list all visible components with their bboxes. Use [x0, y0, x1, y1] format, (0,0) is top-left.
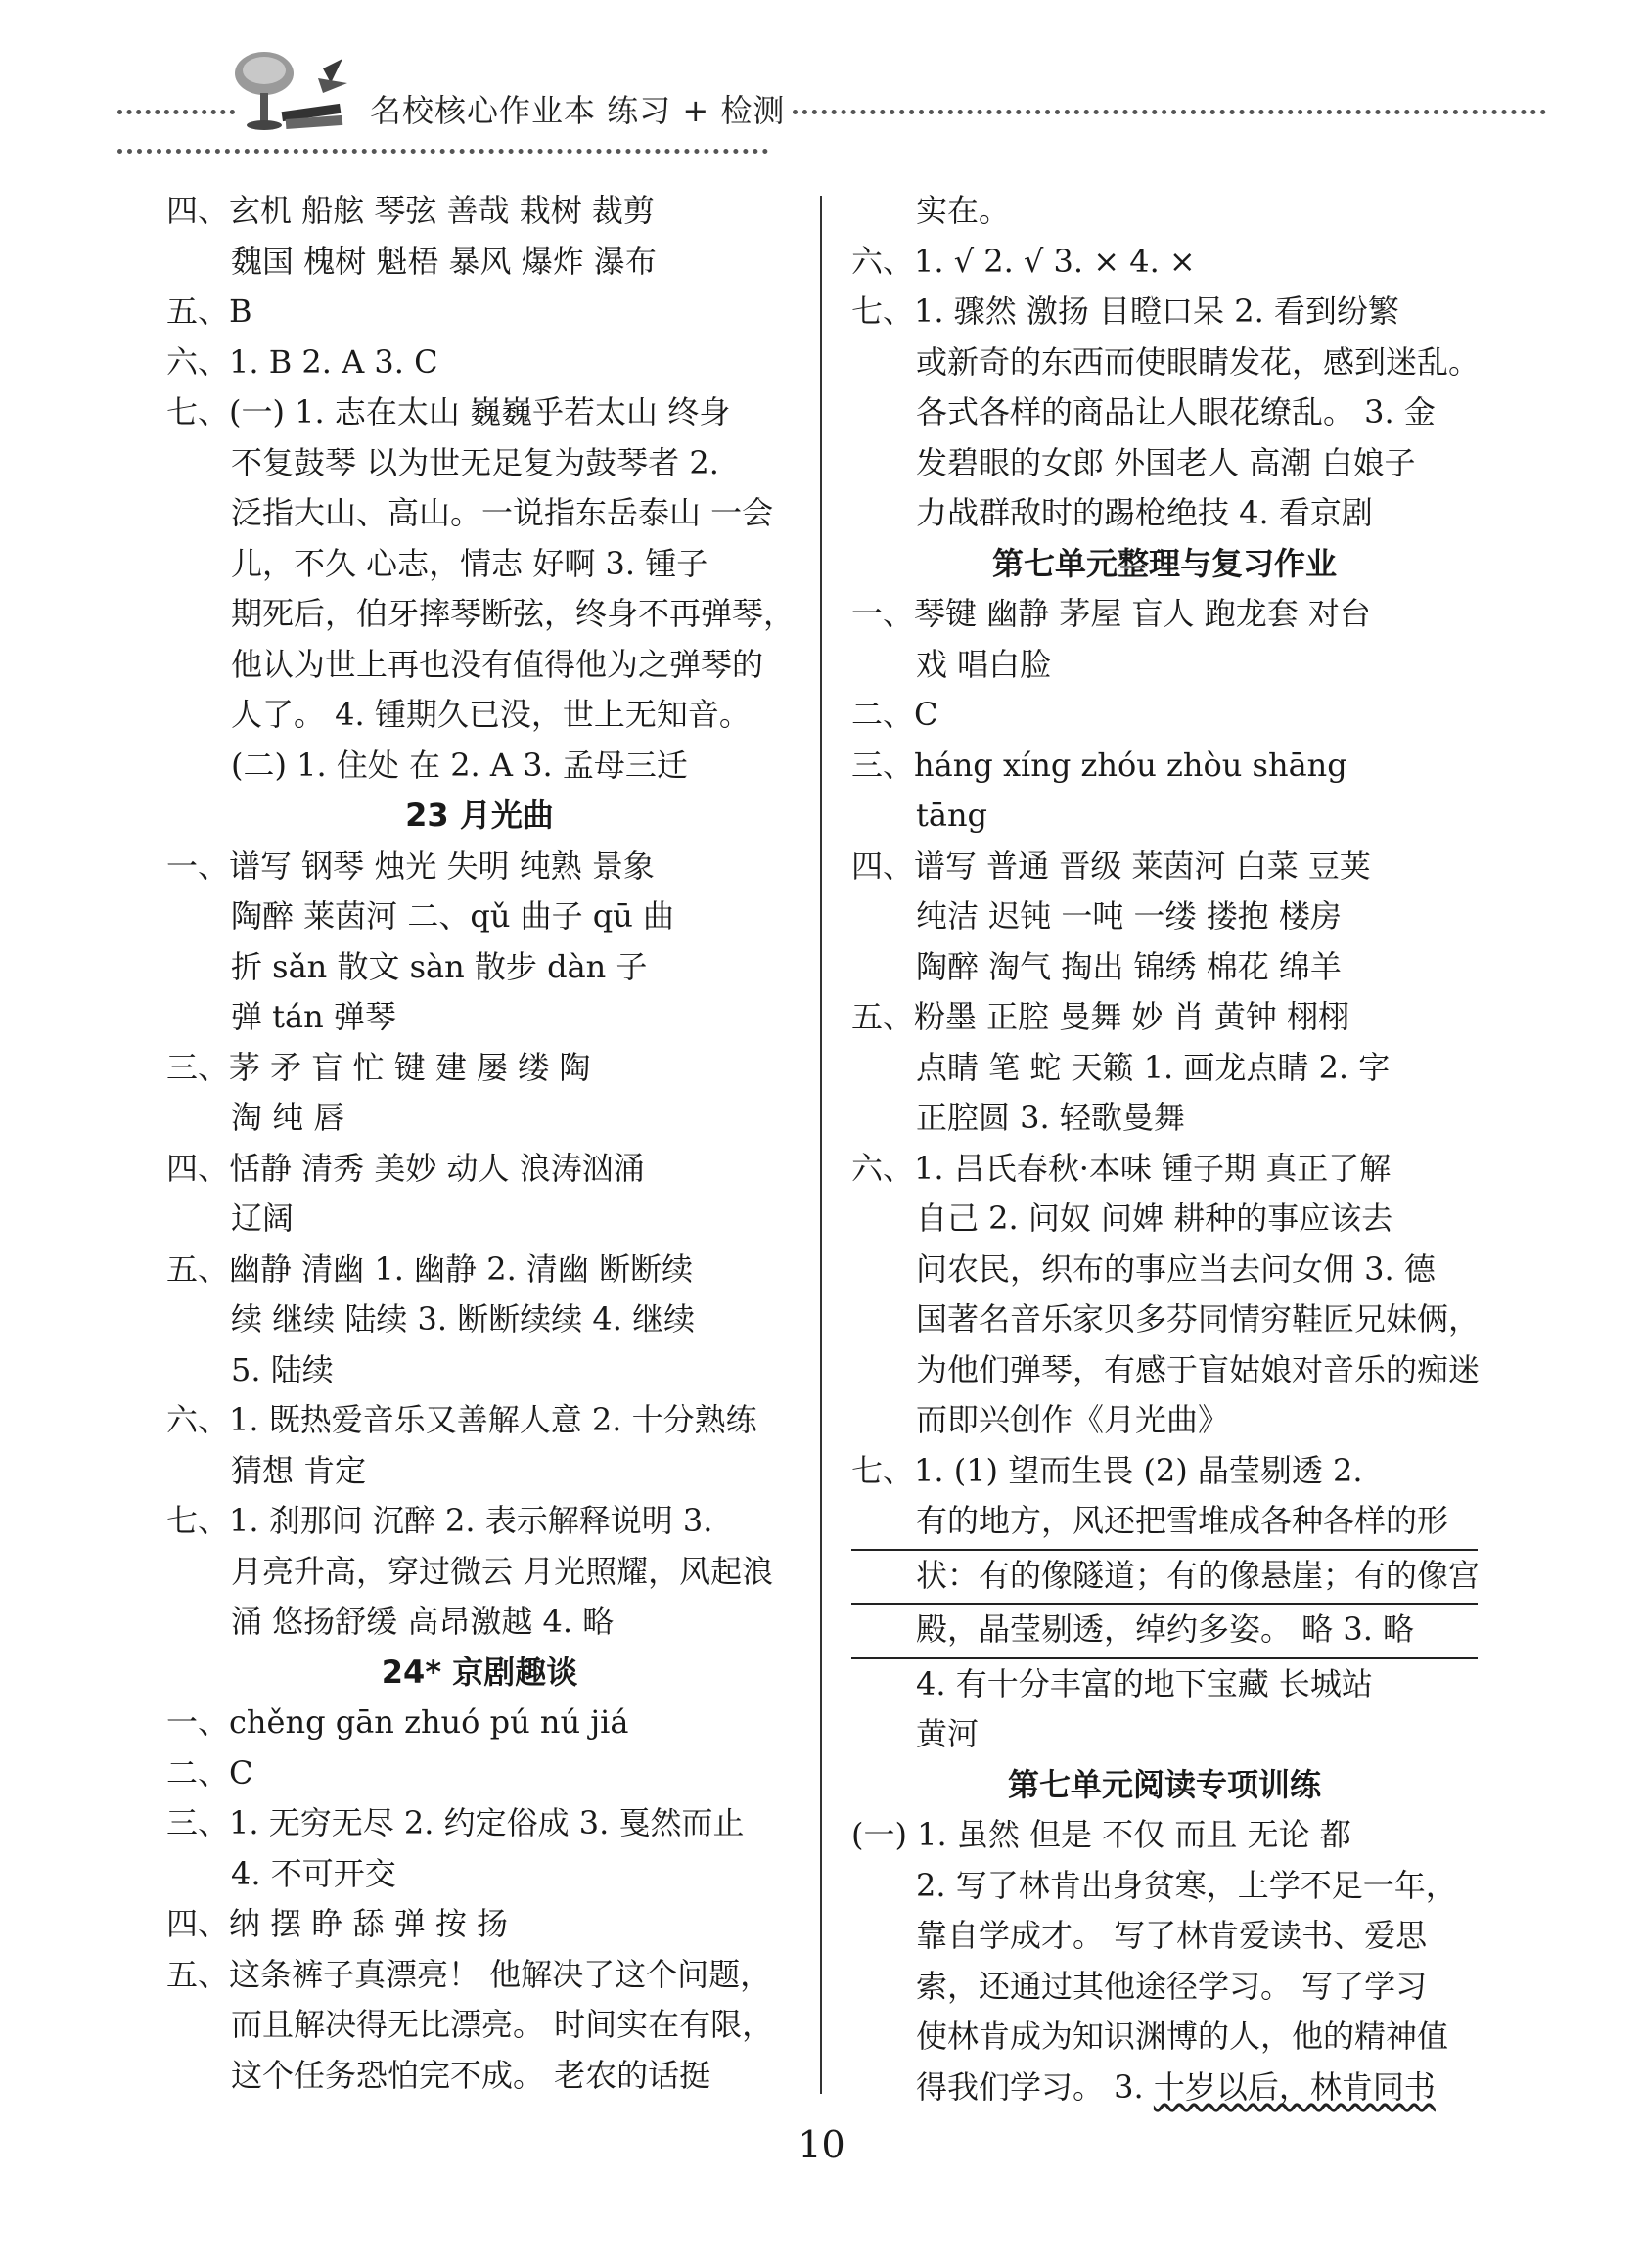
answer-line: 六、1. 吕氏春秋·本味 锺子期 真正了解 [851, 1149, 1392, 1187]
answer-line: 二、C [851, 696, 938, 733]
answer-line: 七、1. 骤然 激扬 目瞪口呆 2. 看到纷繁 [851, 293, 1399, 330]
answer-line: 使林肯成为知识渊博的人，他的精神值 [916, 2018, 1449, 2055]
answer-line: 期死后，伯牙摔琴断弦，终身不再弹琴， [231, 595, 796, 632]
answer-line: 陶醉 莱茵河 二、qǔ 曲子 qū 曲 [231, 897, 675, 934]
answer-line: 5. 陆续 [231, 1350, 334, 1388]
answer-line: 这个任务恐怕完不成。 老农的话挺 [231, 2056, 711, 2094]
answer-line: 涌 悠扬舒缓 高昂激越 4. 略 [231, 1603, 615, 1640]
answer-line: 不复鼓琴 以为世无足复为鼓琴者 2. [231, 443, 719, 481]
answer-line: 问农民，织布的事应当去问女佣 3. 德 [916, 1249, 1436, 1288]
answer-line: 辽阔 [231, 1200, 295, 1237]
answer-line: 四、玄机 船舷 琴弦 善哉 栽树 裁剪 [166, 192, 655, 229]
answer-line: 三、茅 矛 盲 忙 键 建 屡 缕 陶 [166, 1048, 591, 1086]
answer-line: 国著名音乐家贝多芬同情穷鞋匠兄妹俩， [916, 1300, 1481, 1338]
answer-line: (一) 1. 虽然 但是 不仅 而且 无论 都 [851, 1816, 1351, 1853]
answer-line: 有的地方，风还把雪堆成各种各样的形 [851, 1496, 1478, 1551]
answer-line: 正腔圆 3. 轻歌曼舞 [916, 1099, 1185, 1136]
answer-line: 弹 tán 弹琴 [231, 998, 396, 1035]
answer-line: 或新奇的东西而使眼睛发花，感到迷乱。 [916, 342, 1481, 381]
section-heading: 23 月光曲 [405, 796, 554, 834]
answer-line: 自己 2. 问奴 问婢 耕种的事应该去 [916, 1200, 1393, 1237]
answer-line: 儿，不久 心志，情志 好啊 3. 锺子 [231, 544, 708, 582]
answer-line: 魏国 槐树 魁梧 暴风 爆炸 瀑布 [231, 242, 657, 280]
answer-line: 发碧眼的女郎 外国老人 高潮 白娘子 [916, 443, 1416, 481]
lamp-books-icon [225, 39, 352, 147]
answer-line: 人了。 4. 锺期久已没，世上无知音。 [231, 696, 751, 733]
answer-line: 2. 写了林肯出身贫寒，上学不足一年， [916, 1866, 1457, 1904]
answer-line: 他认为世上再也没有值得他为之弹琴的 [231, 645, 764, 683]
answer-line: 月亮升高，穿过微云 月光照耀，风起浪 [231, 1552, 774, 1590]
answer-line: 折 sǎn 散文 sàn 散步 dàn 子 [231, 947, 648, 985]
answer-line: 陶醉 淘气 掏出 锦绣 棉花 绵羊 [916, 947, 1342, 985]
header-title: 名校核心作业本 练习 + 检测 [370, 92, 786, 129]
answer-line: 六、1. √ 2. √ 3. × 4. × [851, 242, 1196, 280]
answer-line: 为他们弹琴，有感于盲姑娘对音乐的痴迷 [916, 1350, 1481, 1388]
answer-line: 靠自学成才。 写了林肯爱读书、爱思 [916, 1917, 1428, 1954]
answer-line: 得我们学习。 3. 十岁以后，林肯同书 [916, 2067, 1436, 2106]
answer-line: 五、粉墨 正腔 曼舞 妙 肖 黄钟 栩栩 [851, 998, 1350, 1035]
answer-line: 纯洁 迟钝 一吨 一缕 搂抱 楼房 [916, 897, 1342, 934]
answer-line: 而即兴创作《月光曲》 [916, 1401, 1230, 1438]
wavy-underlined-text: 十岁以后，林肯同书 [1153, 2067, 1436, 2106]
answer-line: 索，还通过其他途径学习。 写了学习 [916, 1967, 1428, 2005]
answer-line: 实在。 [916, 192, 1011, 229]
answer-line: 黄河 [916, 1715, 980, 1752]
answer-line: 4. 不可开交 [231, 1854, 396, 1892]
answer-line: 五、B [166, 293, 252, 330]
answer-line: 殿，晶莹剔透，绰约多姿。 略 3. 略 [851, 1605, 1478, 1659]
answer-line: 五、这条裤子真漂亮！ 他解决了这个问题， [166, 1955, 772, 1993]
page-header [117, 39, 1546, 166]
answer-line: 状：有的像隧道；有的像悬崖；有的像宫 [851, 1551, 1478, 1606]
answer-line: 七、1. (1) 望而生畏 (2) 晶莹剔透 2. [851, 1451, 1363, 1489]
answer-line: 六、1. B 2. A 3. C [166, 342, 438, 381]
answer-line: 四、纳 摆 睁 舔 弹 按 扬 [166, 1905, 509, 1942]
answer-line: 六、1. 既热爱音乐又善解人意 2. 十分熟练 [166, 1401, 757, 1438]
answer-line: 五、幽静 清幽 1. 幽静 2. 清幽 断断续 [166, 1249, 694, 1288]
answer-line: 四、谱写 普通 晋级 莱茵河 白菜 豆荚 [851, 846, 1371, 885]
answer-line: 四、恬静 清秀 美妙 动人 浪涛汹涌 [166, 1149, 645, 1187]
column-divider [820, 196, 822, 2094]
header-dotted-rule-under [117, 149, 768, 154]
section-heading: 第七单元阅读专项训练 [1007, 1765, 1321, 1803]
answer-line: 4. 有十分丰富的地下宝藏 长城站 [916, 1664, 1373, 1702]
header-dotted-rule-left [117, 110, 235, 114]
answer-line: 三、háng xíng zhóu zhòu shāng [851, 746, 1347, 784]
answer-line: 戏 唱白脸 [916, 645, 1052, 683]
answer-line: tāng [916, 796, 988, 834]
answer-line: 各式各样的商品让人眼花缭乱。 3. 金 [916, 393, 1436, 431]
answer-line: 猜想 肯定 [231, 1451, 367, 1489]
answer-line: 七、(一) 1. 志在太山 巍巍乎若太山 终身 [166, 393, 731, 431]
header-dotted-rule-right [793, 110, 1546, 114]
left-column [166, 186, 796, 2101]
answer-line: 而且解决得无比漂亮。 时间实在有限， [231, 2006, 774, 2043]
answer-line: 一、谱写 钢琴 烛光 失明 纯熟 景象 [166, 846, 655, 885]
page-number: 10 [798, 2123, 845, 2166]
answer-line: 二、C [166, 1753, 253, 1792]
answer-line: 一、chěng gān zhuó pú nú jiá [166, 1703, 629, 1741]
answer-line: 点睛 笔 蛇 天籁 1. 画龙点睛 2. 字 [916, 1048, 1391, 1086]
answer-line: 一、琴键 幽静 茅屋 盲人 跑龙套 对台 [851, 595, 1371, 632]
section-heading: 第七单元整理与复习作业 [991, 544, 1337, 582]
section-heading: 24* 京剧趣谈 [381, 1653, 578, 1691]
answer-line: 力战群敌时的踢枪绝技 4. 看京剧 [916, 494, 1373, 531]
answer-line: 淘 纯 唇 [231, 1099, 345, 1136]
answer-line: 续 继续 陆续 3. 断断续续 4. 继续 [231, 1300, 696, 1338]
right-column [851, 186, 1481, 2112]
answer-line: 泛指大山、高山。一说指东岳泰山 一会 [231, 494, 774, 531]
answer-line: 七、1. 刹那间 沉醉 2. 表示解释说明 3. [166, 1502, 713, 1539]
answer-line: (二) 1. 住处 在 2. A 3. 孟母三迁 [231, 746, 688, 784]
answer-line: 三、1. 无穷无尽 2. 约定俗成 3. 戛然而止 [166, 1804, 745, 1841]
